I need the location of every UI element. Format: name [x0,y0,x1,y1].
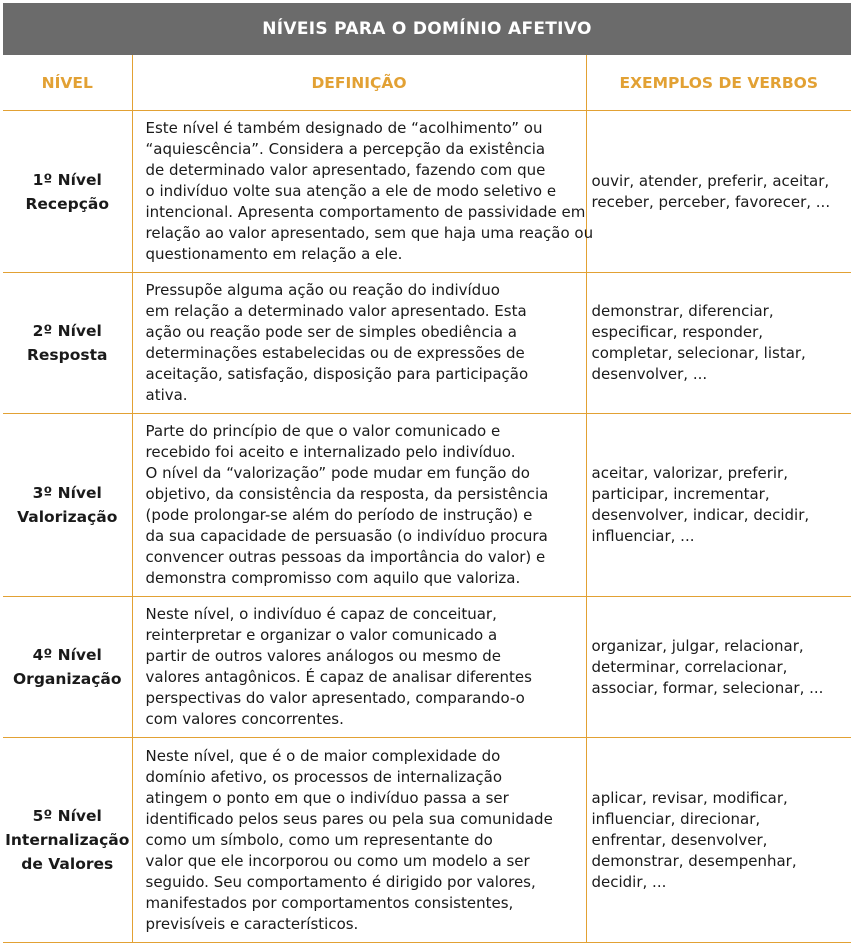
table-body [3,111,851,943]
table-row [3,414,851,597]
level-label-line: 5º Nível [32,807,102,825]
verbs-line: desenvolver, indicar, decidir, [591,506,810,524]
verbs-line: determinar, correlacionar, [591,657,788,676]
definition-line: como um símbolo, como um representante do [145,830,493,849]
verbs-line: influenciar, direcionar, [591,809,761,828]
definition-line: determinações estabelecidas ou de expressões de [145,344,525,362]
definition-line: de determinado valor apresentado, fazendo com que [145,161,546,179]
verbs-line: associar, formar, selecionar, ... [591,678,824,697]
definition-line: intencional. Apresenta comportamento de passividade em [145,203,586,221]
verbs-line: participar, incrementar, [591,485,770,503]
definition-line: Neste nível, o indivíduo é capaz de conceituar, [145,605,497,623]
level-label-line: 2º Nível [32,322,102,340]
table-title: NÍVEIS PARA O DOMÍNIO AFETIVO [3,3,851,55]
verbs-line: aceitar, valorizar, preferir, [591,464,788,482]
level-label-line: de Valores [21,855,114,873]
definition-line: Este nível é também designado de “acolhimento” ou [145,119,543,137]
definition-line: em relação a determinado valor apresentado. Esta [145,302,527,320]
definition-line: objetivo, da consistência da resposta, da persistência [145,485,549,503]
verbs-line: demonstrar, diferenciar, [591,302,774,320]
level-cell [3,111,132,273]
definition-line: ativa. [145,386,188,404]
level-label-line: Internalização [5,831,130,849]
level-label-line: Resposta [26,346,108,364]
level-cell [3,597,132,738]
header-verbs: EXEMPLOS DE VERBOS [586,55,851,111]
definition-line: aceitação, satisfação, disposição para participação [145,365,529,383]
level-label-line: 1º Nível [32,170,102,189]
verbs-line: desenvolver, ... [591,365,708,383]
definition-line: relação ao valor apresentado, sem que haja uma reação ou [145,224,594,242]
definition-line: valor que ele incorporou ou como um modelo a ser [145,851,530,870]
definition-line: com valores concorrentes. [145,710,344,728]
header-row [3,55,851,111]
verbs-line: demonstrar, desempenhar, [591,851,797,870]
header-definition: DEFINIÇÃO [132,55,586,111]
definition-line: demonstra compromisso com aquilo que valoriza. [145,569,521,587]
level-label-line: Recepção [25,194,110,213]
definition-line: da sua capacidade de persuasão (o indivíduo procura [145,527,548,545]
table-row [3,273,851,414]
levels-table [3,55,851,943]
verbs-line: influenciar, ... [591,527,695,545]
verbs-line: receber, perceber, favorecer, ... [591,192,831,211]
definition-line: Pressupõe alguma ação ou reação do indivíduo [145,281,500,299]
verbs-line: enfrentar, desenvolver, [591,830,768,849]
definition-cell [132,414,586,597]
level-cell [3,738,132,943]
definition-line: manifestados por comportamentos consistentes, [145,893,514,912]
table-row [3,738,851,943]
definition-line: “aquiescência”. Considera a percepção da existência [145,140,546,158]
definition-line: ação ou reação pode ser de simples obediência a [145,323,517,341]
definition-line: reinterpretar e organizar o valor comunicado a [145,626,498,644]
definition-line: O nível da “valorização” pode mudar em função do [145,464,530,482]
definition-line: perspectivas do valor apresentado, comparando-o [145,689,525,707]
definition-line: previsíveis e característicos. [145,914,359,933]
definition-line: Neste nível, que é o de maior complexidade do [145,746,501,765]
definition-line: questionamento em relação a ele. [145,245,403,263]
level-label-line: 3º Nível [32,484,102,502]
verbs-line: organizar, julgar, relacionar, [591,636,804,655]
level-label-line: 4º Nível [32,646,102,664]
definition-cell [132,597,586,738]
level-label-line: Valorização [17,508,118,526]
table-row [3,597,851,738]
verbs-cell [586,738,851,943]
level-cell [3,273,132,414]
verbs-line: aplicar, revisar, modificar, [591,788,788,807]
definition-line: identificado pelos seus pares ou pela sua comunidade [145,809,553,828]
definition-line: valores antagônicos. É capaz de analisar diferentes [145,668,532,686]
definition-line: (pode prolongar-se além do período de instrução) e [145,506,533,524]
definition-cell [132,738,586,943]
definition-line: convencer outras pessoas da importância do valor) e [145,548,546,566]
level-cell [3,414,132,597]
definition-line: partir de outros valores análogos ou mesmo de [145,647,502,665]
verbs-cell [586,597,851,738]
verbs-line: especificar, responder, [591,323,764,341]
level-label-line: Organização [13,670,122,688]
definition-line: recebido foi aceito e internalizado pelo indivíduo. [145,443,516,461]
table-row [3,111,851,273]
verbs-line: decidir, ... [591,872,667,891]
definition-line: domínio afetivo, os processos de internalização [145,767,503,786]
verbs-line: completar, selecionar, listar, [591,344,806,362]
definition-cell [132,111,594,273]
verbs-cell [586,273,851,414]
definition-cell [132,273,586,414]
verbs-line: ouvir, atender, preferir, aceitar, [591,171,830,190]
definition-line: atingem o ponto em que o indivíduo passa a ser [145,788,509,807]
header-level: NÍVEL [3,55,132,111]
verbs-cell [586,414,851,597]
verbs-cell [586,111,851,273]
definition-line: Parte do princípio de que o valor comunicado e [145,422,501,440]
definition-line: o indivíduo volte sua atenção a ele de modo seletivo e [145,182,557,200]
definition-line: seguido. Seu comportamento é dirigido por valores, [145,872,536,891]
